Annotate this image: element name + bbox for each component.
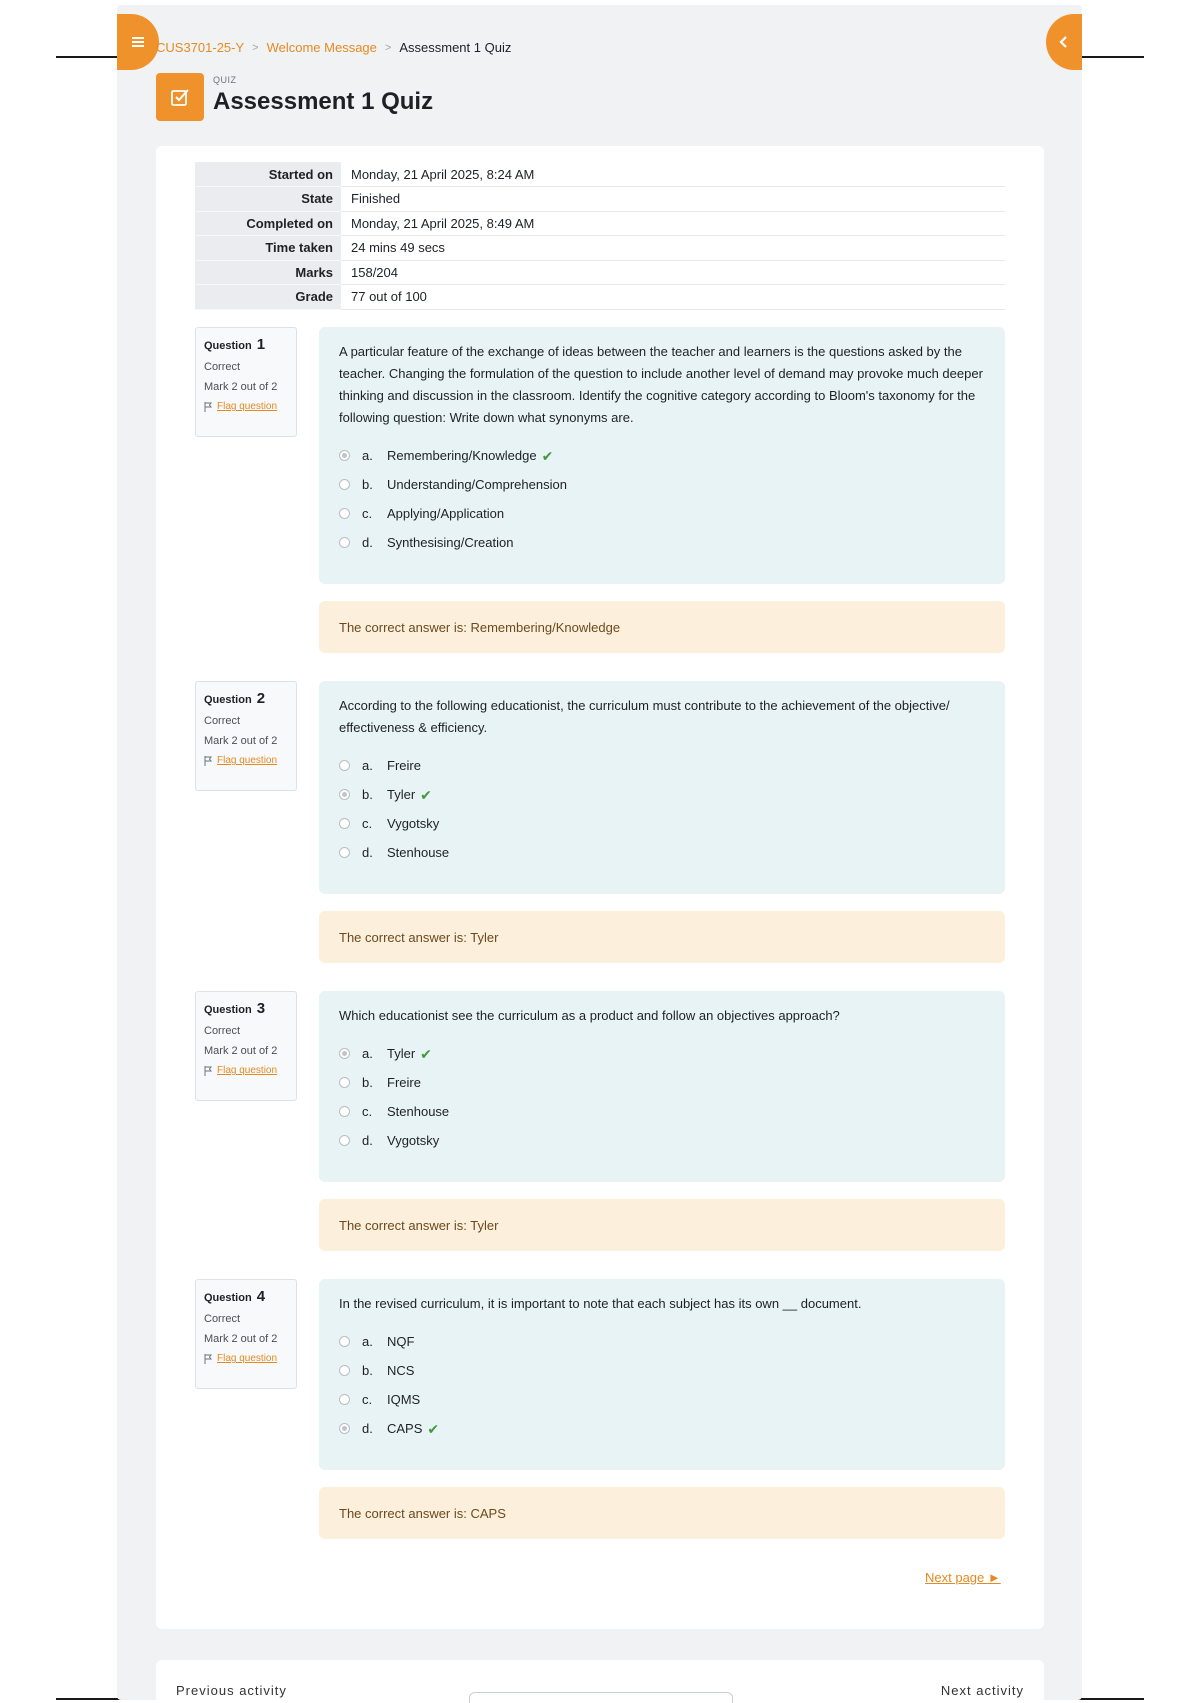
summary-label: Completed on [195,211,341,236]
answer-radio[interactable] [339,1423,350,1434]
answer-radio[interactable] [339,1365,350,1376]
answer-letter: c. [362,505,373,521]
answer-option[interactable] [339,1356,985,1385]
flag-question-link[interactable] [204,401,288,412]
question-mark: Mark 2 out of 2 [204,1045,278,1057]
answer-option[interactable] [339,528,985,557]
question-formulation [319,327,1005,584]
answer-radio[interactable] [339,1077,350,1088]
question-info [195,327,297,437]
answer-letter: b. [362,476,373,492]
answer-radio[interactable] [339,1336,350,1347]
breadcrumb [156,40,511,55]
question-mark: Mark 2 out of 2 [204,735,278,747]
answer-option[interactable] [339,499,985,528]
flag-question-label: Flag question [217,1353,278,1364]
answer-radio[interactable] [339,847,350,858]
summary-label: Time taken [195,236,341,261]
answer-text: CAPS [387,1420,423,1436]
answer-letter: b. [362,786,373,802]
flag-icon [204,402,213,412]
answer-radio[interactable] [339,479,350,490]
answer-radio[interactable] [339,789,350,800]
answer-letter: d. [362,1420,373,1436]
flag-question-label: Flag question [217,401,278,412]
question-number [204,1000,288,1017]
question-mark: Mark 2 out of 2 [204,1333,278,1345]
answer-letter: d. [362,1132,373,1148]
flag-question-link[interactable] [204,1353,288,1364]
answer-text: Vygotsky [387,815,440,831]
answer-option[interactable] [339,751,985,780]
question-text: A particular feature of the exchange of ideas between the teacher and learners is the questions asked by the teacher. Changing the formulation of the question to include another level of demand may provoke much deeper thinking and discussion in the classroom. Identify the cognitive category according to Bloom's taxonomy for the following question: Write down what synonyms are. [339,344,983,425]
summary-value: 77 out of 100 [341,285,1005,310]
breadcrumb-current: Assessment 1 Quiz [399,40,512,55]
question-status: Correct [204,1313,241,1325]
summary-row [195,211,1005,236]
answer-option[interactable] [339,1068,985,1097]
question-number-value: 4 [256,1288,266,1305]
answer-radio[interactable] [339,1106,350,1117]
question-feedback: The correct answer is: Tyler [319,1199,1005,1251]
question-text: Which educationist see the curriculum as a product and follow an objectives approach? [339,1008,840,1023]
answer-text: Stenhouse [387,1103,450,1119]
answer-text: Applying/Application [387,505,505,521]
answer-radio[interactable] [339,1135,350,1146]
answer-letter: c. [362,815,373,831]
answer-option[interactable] [339,1327,985,1356]
question-number-value: 2 [256,690,266,707]
summary-value: 24 mins 49 secs [341,236,1005,261]
answer-option[interactable] [339,1097,985,1126]
answer-radio[interactable] [339,508,350,519]
flag-icon [204,1066,213,1076]
answer-radio[interactable] [339,450,350,461]
question-feedback: The correct answer is: CAPS [319,1487,1005,1539]
answer-option[interactable] [339,1039,985,1068]
answer-radio[interactable] [339,1394,350,1405]
next-page-link[interactable]: Next page ► [925,1570,1001,1585]
answer-option[interactable] [339,1414,985,1443]
question-formulation [319,1279,1005,1470]
question-info [195,681,297,791]
question-status: Correct [204,361,241,373]
jump-to-activity-select[interactable] [469,1692,733,1703]
summary-label: Marks [195,260,341,285]
answer-radio[interactable] [339,760,350,771]
summary-value: Monday, 21 April 2025, 8:49 AM [341,211,1005,236]
answer-letter: a. [362,1333,373,1349]
question-feedback: The correct answer is: Tyler [319,911,1005,963]
flag-question-link[interactable] [204,1065,288,1076]
flag-question-label: Flag question [217,1065,278,1076]
check-mark-icon: ✔ [420,1045,432,1062]
quiz-checkbox-icon [156,73,204,121]
answer-option[interactable] [339,838,985,867]
flag-question-link[interactable] [204,755,288,766]
summary-value: 158/204 [341,260,1005,285]
previous-activity-label[interactable]: Previous activity [176,1683,287,1698]
summary-row [195,162,1005,187]
breadcrumb-course[interactable]: CUS3701-25-Y [156,40,245,55]
answer-radio[interactable] [339,537,350,548]
question-status: Correct [204,715,241,727]
answer-letter: a. [362,1045,373,1061]
question-number [204,1288,288,1305]
next-activity-label[interactable]: Next activity [940,1683,1024,1698]
question-status: Correct [204,1025,241,1037]
summary-row [195,285,1005,310]
attempt-summary-table [195,162,1005,310]
summary-label: Started on [195,162,341,187]
answer-option[interactable] [339,1126,985,1155]
question-formulation [319,991,1005,1182]
breadcrumb-separator: > [384,41,392,54]
check-mark-icon: ✔ [420,786,432,803]
activity-navigation [156,1660,1044,1700]
answer-text: NCS [387,1362,415,1378]
question-number-value: 3 [256,1000,266,1017]
answer-text: NQF [387,1333,415,1349]
answer-radio[interactable] [339,818,350,829]
question-number [204,690,288,707]
divider-left [56,56,118,58]
answer-text: Tyler [387,1045,416,1061]
answer-text: Remembering/Knowledge [387,447,537,463]
answer-option[interactable] [339,470,985,499]
divider-right [1082,56,1144,58]
activity-type-label: QUIZ [213,75,237,85]
answer-option[interactable] [339,809,985,838]
answer-letter: c. [362,1103,373,1119]
chevron-left-icon [1058,35,1070,49]
summary-row [195,260,1005,285]
question-mark: Mark 2 out of 2 [204,381,278,393]
question-label: Question [204,1292,252,1304]
answer-text: Freire [387,1074,421,1090]
answer-text: Stenhouse [387,844,450,860]
question-feedback: The correct answer is: Remembering/Knowledge [319,601,1005,653]
answer-text: Vygotsky [387,1132,440,1148]
breadcrumb-separator: > [252,41,259,54]
question-info [195,1279,297,1389]
answer-option[interactable] [339,1385,985,1414]
summary-label: Grade [195,285,341,310]
answer-radio[interactable] [339,1048,350,1059]
hamburger-menu-icon [130,35,146,49]
answer-letter: a. [362,757,373,773]
breadcrumb-section[interactable]: Welcome Message [266,40,377,55]
question-text: According to the following educationist, the curriculum must contribute to the achievement of the objective/ effectiveness & efficiency. [339,698,950,735]
summary-row [195,187,1005,212]
flag-icon [204,756,213,766]
summary-value: Finished [341,187,1005,212]
answer-letter: a. [362,447,373,463]
summary-value: Monday, 21 April 2025, 8:24 AM [341,162,1005,187]
answer-letter: c. [362,1391,373,1407]
question-text: In the revised curriculum, it is important to note that each subject has its own __ document. [339,1296,862,1311]
page-title: Assessment 1 Quiz [213,88,434,115]
question-number [204,336,288,353]
answer-text: Tyler [387,786,416,802]
answer-letter: b. [362,1362,373,1378]
answer-option[interactable] [339,780,985,809]
answer-text: Synthesising/Creation [387,534,514,550]
answer-option[interactable] [339,441,985,470]
answer-text: Freire [387,757,421,773]
flag-question-label: Flag question [217,755,278,766]
question-info [195,991,297,1101]
summary-label: State [195,187,341,212]
question-label: Question [204,694,252,706]
question-label: Question [204,340,252,352]
answer-letter: b. [362,1074,373,1090]
check-mark-icon: ✔ [427,1420,440,1437]
summary-row [195,236,1005,261]
answer-letter: d. [362,534,373,550]
answer-letter: d. [362,844,373,860]
check-mark-icon: ✔ [541,447,554,464]
question-formulation [319,681,1005,894]
answer-text: IQMS [387,1391,421,1407]
flag-icon [204,1354,213,1364]
question-label: Question [204,1004,252,1016]
question-number-value: 1 [256,336,266,353]
answer-text: Understanding/Comprehension [387,476,567,492]
